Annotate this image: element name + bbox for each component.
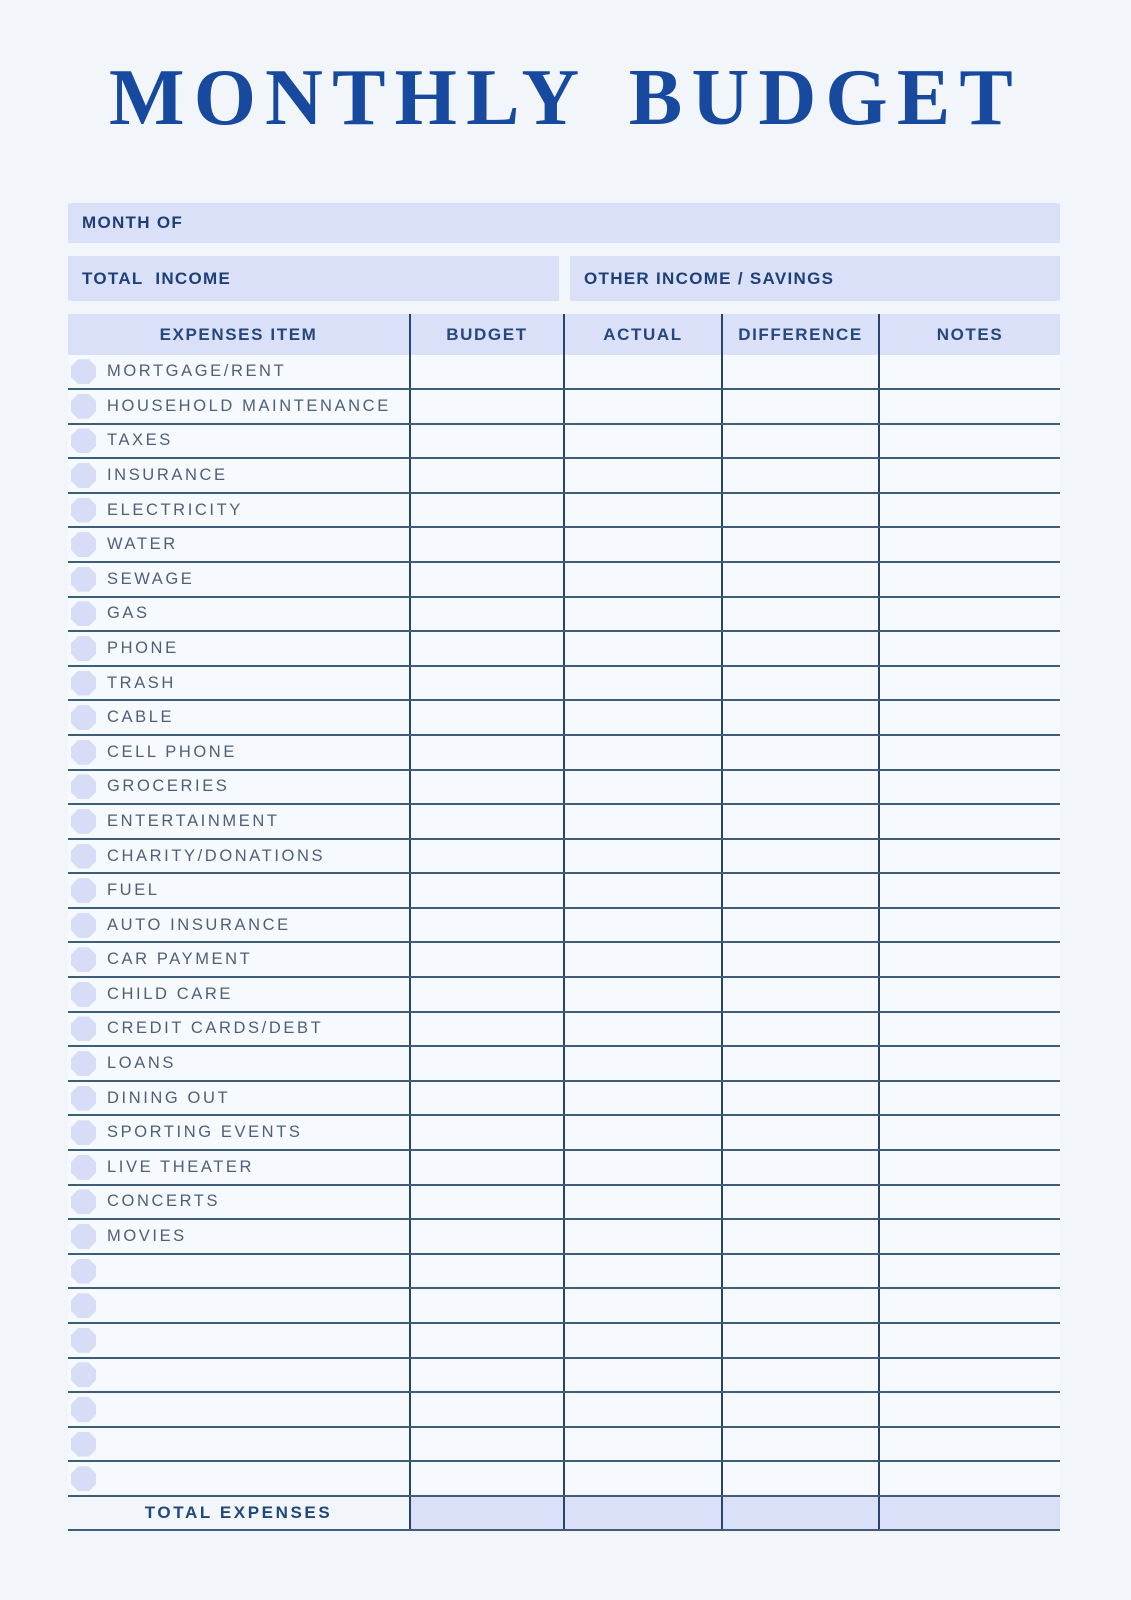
difference-cell[interactable] [721,771,878,804]
actual-cell[interactable] [563,1013,721,1046]
budget-cell[interactable] [409,459,563,492]
budget-cell[interactable] [409,494,563,527]
notes-cell[interactable] [878,1013,1060,1046]
expense-item-cell [68,632,409,665]
actual-cell[interactable] [563,1359,721,1392]
expense-item-label: CAR PAYMENT [107,950,253,969]
expense-item-label: FUEL [107,881,160,900]
octagon-bullet-icon [71,1328,96,1353]
actual-cell[interactable] [563,528,721,561]
expense-item-label: ELECTRICITY [107,500,243,519]
expense-item-label: CHARITY/DONATIONS [107,846,326,865]
expense-item-cell [68,978,409,1011]
octagon-bullet-icon [71,532,96,557]
budget-cell[interactable] [409,909,563,942]
octagon-bullet-icon [71,1432,96,1457]
expense-item-label: SPORTING EVENTS [107,1123,303,1142]
table-row [68,390,1060,425]
octagon-bullet-icon [71,1086,96,1111]
expense-item-cell [68,390,409,423]
budget-cell[interactable] [409,701,563,734]
actual-cell[interactable] [563,1324,721,1357]
expense-item-label: AUTO INSURANCE [107,915,291,934]
expense-item-cell [68,425,409,458]
octagon-bullet-icon [71,1466,96,1491]
expense-item-label: TAXES [107,431,173,450]
octagon-bullet-icon [71,498,96,523]
table-row [68,736,1060,771]
page-title: MONTHLY BUDGET [109,54,1022,142]
table-row [68,1116,1060,1151]
income-section [68,256,1060,301]
octagon-bullet-icon [71,1016,96,1041]
actual-cell[interactable] [563,632,721,665]
column-header-notes: NOTES [878,314,1060,355]
expense-item-cell [68,874,409,907]
table-row [68,1393,1060,1428]
total-income-label: TOTAL INCOME [82,268,232,288]
budget-cell[interactable] [409,425,563,458]
difference-cell[interactable] [721,943,878,976]
octagon-bullet-icon [71,844,96,869]
table-row [68,805,1060,840]
table-row [68,1462,1060,1497]
budget-cell[interactable] [409,355,563,388]
table-header-row [68,314,1060,355]
budget-cell[interactable] [409,1013,563,1046]
notes-cell[interactable] [878,909,1060,942]
table-row [68,459,1060,494]
budget-cell[interactable] [409,1393,563,1426]
difference-cell[interactable] [721,1186,878,1219]
difference-cell[interactable] [721,736,878,769]
expense-item-label: TRASH [107,673,176,692]
expense-item-cell [68,667,409,700]
expense-item-label: WATER [107,535,178,554]
difference-cell[interactable] [721,1151,878,1184]
budget-cell[interactable] [409,1359,563,1392]
expense-item-cell [68,563,409,596]
actual-cell[interactable] [563,1151,721,1184]
octagon-bullet-icon [71,878,96,903]
difference-cell[interactable] [721,1393,878,1426]
table-row [68,494,1060,529]
expense-item-cell [68,459,409,492]
actual-cell[interactable] [563,563,721,596]
octagon-bullet-icon [71,1051,96,1076]
octagon-bullet-icon [71,463,96,488]
table-row [68,909,1060,944]
notes-cell[interactable] [878,1289,1060,1322]
actual-cell[interactable] [563,1082,721,1115]
table-row [68,1047,1060,1082]
actual-cell[interactable] [563,1047,721,1080]
actual-cell[interactable] [563,494,721,527]
difference-cell[interactable] [721,390,878,423]
difference-cell[interactable] [721,459,878,492]
expense-item-label: LOANS [107,1054,176,1073]
table-row [68,1082,1060,1117]
column-header-difference: DIFFERENCE [721,314,878,355]
actual-cell[interactable] [563,874,721,907]
octagon-bullet-icon [71,1224,96,1249]
difference-cell[interactable] [721,874,878,907]
total-expenses-label: TOTAL EXPENSES [144,1502,333,1522]
octagon-bullet-icon [71,671,96,696]
actual-cell[interactable] [563,1428,721,1461]
actual-cell[interactable] [563,771,721,804]
notes-cell[interactable] [878,598,1060,631]
actual-cell[interactable] [563,1186,721,1219]
expense-item-label: ENTERTAINMENT [107,811,280,830]
difference-cell[interactable] [721,1116,878,1149]
notes-cell[interactable] [878,1220,1060,1253]
octagon-bullet-icon [71,740,96,765]
budget-cell[interactable] [409,874,563,907]
notes-cell[interactable] [878,1047,1060,1080]
table-row [68,874,1060,909]
content-area [68,203,1060,1531]
actual-cell[interactable] [563,1220,721,1253]
actual-cell[interactable] [563,943,721,976]
expense-item-cell [68,1324,409,1357]
table-row [68,528,1060,563]
expense-item-label: MORTGAGE/RENT [107,362,287,381]
expense-item-label: SEWAGE [107,569,195,588]
notes-cell[interactable] [878,978,1060,1011]
table-row [68,563,1060,598]
expense-item-cell [68,771,409,804]
budget-cell[interactable] [409,1428,563,1461]
expense-item-label: GAS [107,604,150,623]
expenses-table [68,314,1060,1531]
budget-cell[interactable] [409,1220,563,1253]
budget-cell[interactable] [409,1462,563,1495]
notes-cell[interactable] [878,1082,1060,1115]
notes-cell[interactable] [878,1428,1060,1461]
difference-cell[interactable] [721,598,878,631]
expense-item-cell [68,1289,409,1322]
octagon-bullet-icon [71,1259,96,1284]
octagon-bullet-icon [71,774,96,799]
table-row [68,943,1060,978]
notes-cell[interactable] [878,1151,1060,1184]
expense-item-cell [68,494,409,527]
difference-cell[interactable] [721,909,878,942]
expense-item-cell [68,1255,409,1288]
total-actual-cell[interactable] [563,1497,721,1529]
budget-cell[interactable] [409,563,563,596]
actual-cell[interactable] [563,1393,721,1426]
notes-cell[interactable] [878,667,1060,700]
notes-cell[interactable] [878,355,1060,388]
notes-cell[interactable] [878,1116,1060,1149]
difference-cell[interactable] [721,805,878,838]
actual-cell[interactable] [563,736,721,769]
notes-cell[interactable] [878,494,1060,527]
table-row [68,1324,1060,1359]
expense-item-label: GROCERIES [107,777,230,796]
other-income-savings-label: OTHER INCOME / SAVINGS [584,268,835,288]
expense-item-label: CELL PHONE [107,742,237,761]
expense-item-label: CONCERTS [107,1192,221,1211]
notes-cell[interactable] [878,701,1060,734]
actual-cell[interactable] [563,390,721,423]
expense-item-label: CABLE [107,708,175,727]
table-body [68,355,1060,1497]
difference-cell[interactable] [721,1324,878,1357]
notes-cell[interactable] [878,1186,1060,1219]
table-row [68,840,1060,875]
actual-cell[interactable] [563,667,721,700]
notes-cell[interactable] [878,528,1060,561]
octagon-bullet-icon [71,1362,96,1387]
total-budget-cell[interactable] [409,1497,563,1529]
difference-cell[interactable] [721,632,878,665]
actual-cell[interactable] [563,978,721,1011]
difference-cell[interactable] [721,1047,878,1080]
octagon-bullet-icon [71,567,96,592]
actual-cell[interactable] [563,1116,721,1149]
expense-item-cell [68,1082,409,1115]
octagon-bullet-icon [71,1293,96,1318]
difference-cell[interactable] [721,1462,878,1495]
other-income-savings-field[interactable] [570,256,1060,301]
table-row [68,598,1060,633]
actual-cell[interactable] [563,598,721,631]
difference-cell[interactable] [721,355,878,388]
expense-item-label: PHONE [107,638,179,657]
difference-cell[interactable] [721,840,878,873]
notes-cell[interactable] [878,1393,1060,1426]
table-row [68,1255,1060,1290]
notes-cell[interactable] [878,632,1060,665]
difference-cell[interactable] [721,1289,878,1322]
actual-cell[interactable] [563,1255,721,1288]
budget-cell[interactable] [409,667,563,700]
difference-cell[interactable] [721,1013,878,1046]
expense-item-cell [68,1428,409,1461]
total-income-field[interactable] [68,256,559,301]
expense-item-cell [68,1116,409,1149]
expense-item-cell [68,736,409,769]
octagon-bullet-icon [71,601,96,626]
expense-item-cell [68,1220,409,1253]
octagon-bullet-icon [71,428,96,453]
table-row [68,1220,1060,1255]
table-row [68,425,1060,460]
octagon-bullet-icon [71,1155,96,1180]
expense-item-label: HOUSEHOLD MAINTENANCE [107,396,391,415]
expense-item-cell [68,1047,409,1080]
month-of-field[interactable] [68,203,1060,243]
difference-cell[interactable] [721,701,878,734]
expense-item-cell [68,1186,409,1219]
budget-cell[interactable] [409,1151,563,1184]
difference-cell[interactable] [721,528,878,561]
budget-cell[interactable] [409,528,563,561]
table-row [68,771,1060,806]
notes-cell[interactable] [878,1324,1060,1357]
notes-cell[interactable] [878,805,1060,838]
difference-cell[interactable] [721,978,878,1011]
actual-cell[interactable] [563,459,721,492]
expense-item-cell [68,943,409,976]
actual-cell[interactable] [563,840,721,873]
expense-item-label: LIVE THEATER [107,1157,255,1176]
expense-item-cell [68,701,409,734]
actual-cell[interactable] [563,1462,721,1495]
budget-cell[interactable] [409,1082,563,1115]
table-row [68,355,1060,390]
octagon-bullet-icon [71,636,96,661]
actual-cell[interactable] [563,355,721,388]
table-row [68,1359,1060,1394]
difference-cell[interactable] [721,425,878,458]
expense-item-label: CREDIT CARDS/DEBT [107,1019,324,1038]
expense-item-cell [68,1462,409,1495]
octagon-bullet-icon [71,1397,96,1422]
expense-item-cell [68,355,409,388]
expense-item-cell [68,1393,409,1426]
expense-item-cell [68,528,409,561]
difference-cell[interactable] [721,1220,878,1253]
total-notes-cell[interactable] [878,1497,1060,1529]
difference-cell[interactable] [721,1255,878,1288]
notes-cell[interactable] [878,874,1060,907]
table-row [68,1428,1060,1463]
notes-cell[interactable] [878,943,1060,976]
expense-item-cell [68,1013,409,1046]
expense-item-cell [68,840,409,873]
octagon-bullet-icon [71,359,96,384]
expense-item-cell [68,1359,409,1392]
octagon-bullet-icon [71,809,96,834]
notes-cell[interactable] [878,1359,1060,1392]
octagon-bullet-icon [71,947,96,972]
budget-cell[interactable] [409,390,563,423]
table-row [68,632,1060,667]
difference-cell[interactable] [721,1428,878,1461]
notes-cell[interactable] [878,736,1060,769]
table-row [68,701,1060,736]
month-of-label: MONTH OF [82,213,184,233]
expense-item-label: CHILD CARE [107,984,233,1003]
budget-cell[interactable] [409,978,563,1011]
actual-cell[interactable] [563,909,721,942]
table-row [68,1289,1060,1324]
notes-cell[interactable] [878,840,1060,873]
actual-cell[interactable] [563,701,721,734]
octagon-bullet-icon [71,394,96,419]
budget-cell[interactable] [409,943,563,976]
budget-cell[interactable] [409,598,563,631]
notes-cell[interactable] [878,390,1060,423]
budget-cell[interactable] [409,1186,563,1219]
notes-cell[interactable] [878,1255,1060,1288]
table-row [68,1151,1060,1186]
actual-cell[interactable] [563,1289,721,1322]
notes-cell[interactable] [878,1462,1060,1495]
expense-item-cell [68,598,409,631]
budget-cell[interactable] [409,1047,563,1080]
expense-item-cell [68,805,409,838]
notes-cell[interactable] [878,425,1060,458]
actual-cell[interactable] [563,805,721,838]
table-row [68,1186,1060,1221]
notes-cell[interactable] [878,771,1060,804]
difference-cell[interactable] [721,667,878,700]
column-header-actual: ACTUAL [563,314,721,355]
difference-cell[interactable] [721,1082,878,1115]
octagon-bullet-icon [71,1120,96,1145]
expense-item-label: INSURANCE [107,465,228,484]
table-row [68,978,1060,1013]
budget-cell[interactable] [409,1289,563,1322]
budget-cell[interactable] [409,805,563,838]
budget-cell[interactable] [409,632,563,665]
notes-cell[interactable] [878,459,1060,492]
notes-cell[interactable] [878,563,1060,596]
column-header-budget: BUDGET [409,314,563,355]
expense-item-cell [68,909,409,942]
table-row [68,667,1060,702]
expense-item-label: MOVIES [107,1227,187,1246]
expense-item-cell [68,1151,409,1184]
octagon-bullet-icon [71,913,96,938]
difference-cell[interactable] [721,563,878,596]
expense-item-label: DINING OUT [107,1088,231,1107]
actual-cell[interactable] [563,425,721,458]
budget-cell[interactable] [409,1324,563,1357]
difference-cell[interactable] [721,494,878,527]
table-row [68,1013,1060,1048]
total-difference-cell[interactable] [721,1497,878,1529]
octagon-bullet-icon [71,1189,96,1214]
budget-cell[interactable] [409,771,563,804]
octagon-bullet-icon [71,705,96,730]
budget-cell[interactable] [409,736,563,769]
octagon-bullet-icon [71,982,96,1007]
difference-cell[interactable] [721,1359,878,1392]
column-header-expenses-item: EXPENSES ITEM [159,324,318,344]
total-expenses-row [68,1497,1060,1531]
budget-cell[interactable] [409,1116,563,1149]
budget-cell[interactable] [409,840,563,873]
budget-cell[interactable] [409,1255,563,1288]
